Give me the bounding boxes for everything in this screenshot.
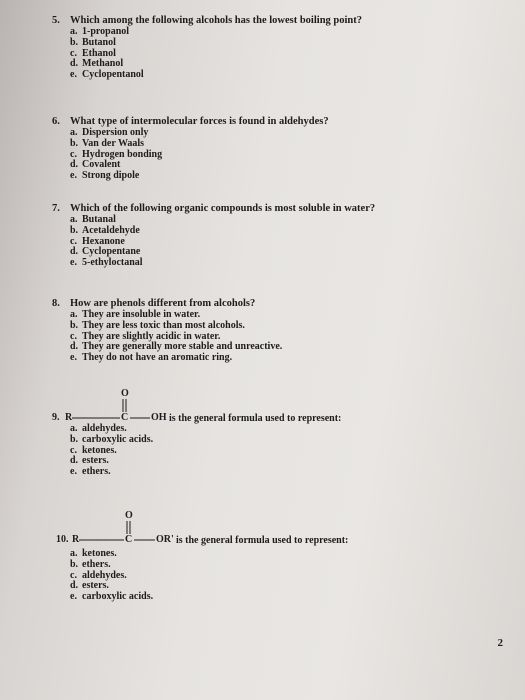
option-text: ethers.	[82, 466, 111, 478]
option-letter: b.	[70, 137, 79, 149]
option-text: carboxylic acids.	[82, 433, 154, 445]
option-letter: a.	[70, 26, 78, 37]
option-letter: d.	[70, 580, 79, 592]
option-b	[52, 38, 492, 49]
page-number: 2	[497, 637, 503, 649]
option-c	[52, 571, 492, 582]
question-10	[52, 510, 492, 603]
option-letter: e.	[70, 69, 77, 81]
option-text: ethers.	[82, 558, 111, 570]
question-7	[52, 202, 492, 269]
formula-number: 10.	[56, 534, 69, 545]
option-e	[52, 70, 492, 81]
option-text: carboxylic acids.	[82, 591, 154, 603]
option-text: They are slightly acidic in water.	[82, 330, 221, 342]
option-text: Cyclopentane	[82, 246, 141, 258]
formula-r-group: R	[72, 534, 80, 545]
option-letter: c.	[70, 330, 77, 342]
option-text: Covalent	[82, 159, 121, 171]
option-text: Ethanol	[82, 47, 116, 59]
option-list	[52, 27, 492, 81]
option-text: They are insoluble in water.	[82, 309, 201, 320]
option-a	[52, 549, 492, 560]
question-text: Which of the following organic compounds is most soluble in water?	[70, 203, 376, 214]
option-letter: d.	[70, 246, 79, 258]
option-e	[52, 171, 492, 182]
carboxylic-acid-structure	[52, 388, 492, 422]
option-text: ketones.	[82, 444, 117, 456]
question-text: How are phenols different from alcohols?	[70, 298, 256, 309]
formula-number: 9.	[52, 412, 60, 423]
option-list	[52, 128, 492, 182]
option-letter: e.	[70, 591, 77, 603]
formula-oxygen: O	[125, 510, 133, 521]
question-text: Which among the following alcohols has the lowest boiling point?	[70, 15, 362, 26]
formula-tail: OH	[151, 412, 167, 423]
option-letter: d.	[70, 455, 79, 467]
question-text: What type of intermolecular forces is found in aldehydes?	[70, 116, 329, 127]
option-letter: c.	[70, 148, 77, 160]
option-letter: e.	[70, 170, 77, 182]
option-text: Methanol	[82, 58, 124, 70]
formula-tail: OR'	[156, 534, 174, 545]
option-text: Cyclopentanol	[82, 69, 144, 81]
option-letter: c.	[70, 444, 77, 456]
question-6	[52, 115, 492, 182]
option-e	[52, 592, 492, 603]
option-text: 5-ethyloctanal	[82, 257, 143, 269]
option-letter: c.	[70, 569, 77, 581]
option-letter: e.	[70, 257, 77, 269]
question-number: 7.	[52, 203, 60, 214]
option-e	[52, 258, 492, 269]
formula-carbon: C	[121, 412, 129, 423]
question-stem	[52, 202, 492, 215]
formula-carbon: C	[125, 534, 133, 545]
option-text: Butanal	[82, 214, 116, 225]
question-number: 8.	[52, 298, 60, 309]
option-c	[52, 446, 492, 457]
option-text: esters.	[82, 580, 109, 592]
option-letter: c.	[70, 235, 77, 247]
option-list	[52, 424, 492, 478]
option-text: They do not have an aromatic ring.	[82, 352, 233, 364]
option-text: Hydrogen bonding	[82, 148, 163, 160]
option-letter: a.	[70, 309, 78, 320]
option-text: Dispersion only	[82, 127, 149, 138]
option-text: aldehydes.	[82, 423, 127, 434]
option-letter: d.	[70, 58, 79, 70]
option-letter: d.	[70, 159, 79, 171]
option-letter: a.	[70, 548, 78, 559]
option-text: They are less toxic than most alcohols.	[82, 319, 245, 331]
option-list	[52, 215, 492, 269]
option-letter: b.	[70, 433, 79, 445]
question-5	[52, 14, 492, 81]
option-letter: b.	[70, 224, 79, 236]
option-text: They are generally more stable and unreactive.	[82, 341, 283, 353]
option-text: esters.	[82, 455, 109, 467]
question-text: is the general formula used to represent:	[169, 413, 342, 424]
option-letter: b.	[70, 558, 79, 570]
option-a	[52, 27, 492, 38]
option-text: Acetaldehyde	[82, 224, 140, 236]
question-text: is the general formula used to represent:	[176, 535, 349, 546]
option-letter: e.	[70, 466, 77, 478]
option-text: ketones.	[82, 548, 117, 559]
option-letter: b.	[70, 36, 79, 48]
option-text: aldehydes.	[82, 569, 127, 581]
option-letter: a.	[70, 214, 78, 225]
option-text: Van der Waals	[82, 137, 145, 149]
option-letter: e.	[70, 352, 77, 364]
option-letter: c.	[70, 47, 77, 59]
question-number: 6.	[52, 116, 60, 127]
option-e	[52, 467, 492, 478]
option-list	[52, 549, 492, 603]
question-8	[52, 297, 492, 364]
option-d	[52, 456, 492, 467]
question-9	[52, 388, 492, 478]
option-letter: d.	[70, 341, 79, 353]
formula-r-group: R	[65, 412, 73, 423]
option-text: Butanol	[82, 36, 116, 48]
option-b	[52, 435, 492, 446]
option-letter: a.	[70, 423, 78, 434]
ester-structure	[52, 510, 492, 544]
question-number: 5.	[52, 15, 60, 26]
option-letter: b.	[70, 319, 79, 331]
option-letter: a.	[70, 127, 78, 138]
formula-oxygen: O	[121, 388, 129, 399]
option-e	[52, 353, 492, 364]
option-text: Hexanone	[82, 235, 125, 247]
option-text: Strong dipole	[82, 170, 140, 182]
option-text: 1-propanol	[82, 26, 130, 37]
option-list	[52, 310, 492, 364]
